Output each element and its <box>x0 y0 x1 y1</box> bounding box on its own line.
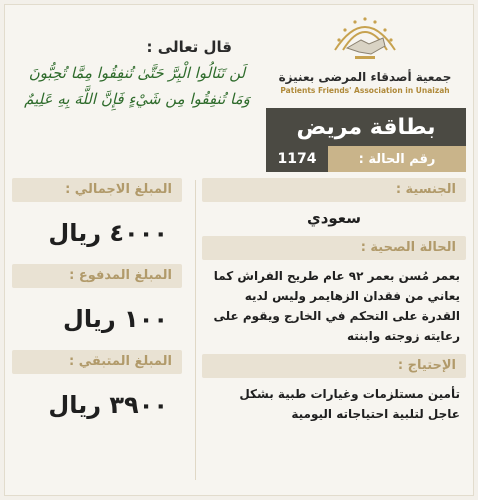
total-amount-label: المبلغ الاجمالي : <box>12 178 182 202</box>
org-name-arabic: جمعية أصدقاء المرضى بعنيزة <box>278 70 452 84</box>
need-value: تأمين مستلزمات وغيارات طبية بشكل عاجل لتلبية احتياجاته اليومية <box>239 387 460 421</box>
paid-amount-value: ١٠٠ ريال <box>63 305 168 333</box>
case-number-row <box>266 146 466 172</box>
case-number-value: 1174 <box>266 146 328 172</box>
quote-line-1: لَن تَنَالُوا الْبِرَّ حَتَّىٰ تُنفِقُوا مِمَّا تُحِبُّونَ <box>28 64 246 82</box>
nationality-label: الجنسية : <box>202 178 466 202</box>
paid-amount-label: المبلغ المدفوع : <box>12 264 182 288</box>
case-number-label: رقم الحالة : <box>328 146 466 172</box>
quran-quote <box>12 38 262 108</box>
amounts-column <box>12 178 182 436</box>
quote-line-2: وَمَا تُنفِقُوا مِن شَيْءٍ فَإِنَّ اللَّهَ بِهِ عَلِيمٌ <box>24 90 250 108</box>
quote-intro: قال تعالى : <box>146 38 232 56</box>
total-amount-value: ٤٠٠٠ ريال <box>48 219 168 247</box>
remaining-amount-value: ٣٩٠٠ ريال <box>48 391 168 419</box>
health-status-label: الحالة الصحية : <box>202 236 466 260</box>
handshake-logo-icon <box>325 10 405 68</box>
remaining-amount-label: المبلغ المتبقي : <box>12 350 182 374</box>
nationality-value: سعودي <box>306 209 362 227</box>
org-name-english: Patients Friends' Association in Unaizah <box>280 86 450 95</box>
column-divider <box>195 180 196 480</box>
card-title: بطاقة مريض <box>266 108 466 146</box>
org-logo <box>270 10 460 105</box>
details-column <box>202 178 466 432</box>
need-label: الإحتياج : <box>202 354 466 378</box>
health-status-value: بعمر مُسن بعمر ٩٢ عام طريح الفراش كما يعاني من فقدان الزهايمر وليس لديه القدرة على التحكم في الخارج ويقوم على رعايته زوجته وابنته <box>213 269 460 343</box>
